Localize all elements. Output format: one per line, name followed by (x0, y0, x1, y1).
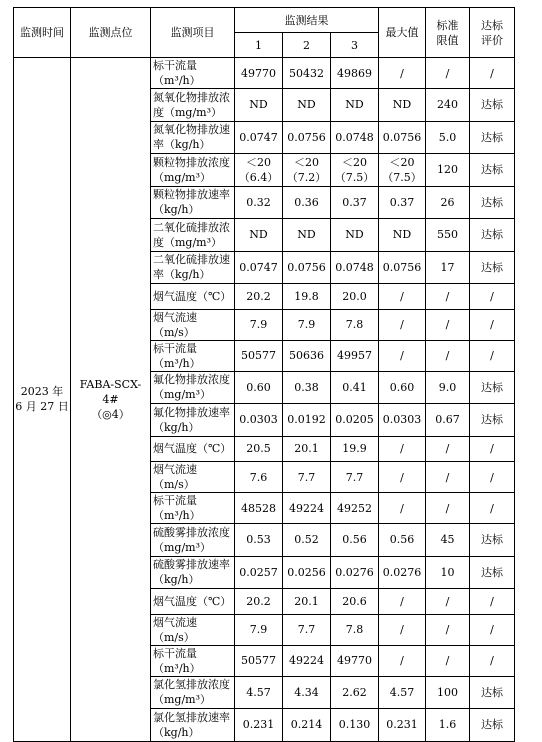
header-result: 监测结果 (235, 8, 379, 33)
eval-cell: 达标 (470, 371, 515, 404)
item-cell: 烟气流速（m/s） (151, 614, 235, 645)
r1-cell: 0.0747 (235, 121, 283, 154)
eval-cell: / (470, 589, 515, 615)
item-cell: 氟化物排放速率（kg/h） (151, 404, 235, 437)
r2-cell: ＜20（7.2） (283, 154, 331, 187)
r1-cell: ND (235, 219, 283, 252)
eval-cell: / (470, 645, 515, 676)
max-cell: / (379, 493, 426, 524)
r1-cell: 50577 (235, 340, 283, 371)
limit-cell: / (426, 58, 470, 89)
item-cell: 硫酸雾排放浓度（mg/m³） (151, 524, 235, 557)
header-point: 监测点位 (71, 8, 151, 58)
r1-cell: 0.32 (235, 186, 283, 219)
r1-cell: 20.2 (235, 589, 283, 615)
item-cell: 烟气温度（℃） (151, 589, 235, 615)
r3-cell: ＜20（7.5） (331, 154, 379, 187)
r2-cell: ND (283, 89, 331, 122)
limit-cell: / (426, 493, 470, 524)
r2-cell: 20.1 (283, 436, 331, 462)
r3-cell: 0.0205 (331, 404, 379, 437)
header-time: 监测时间 (14, 8, 71, 58)
limit-cell: / (426, 645, 470, 676)
eval-cell: / (470, 462, 515, 493)
limit-cell: 240 (426, 89, 470, 122)
r3-cell: 0.37 (331, 186, 379, 219)
max-cell: ＜20（7.5） (379, 154, 426, 187)
r1-cell: 7.9 (235, 614, 283, 645)
item-cell: 氯化氢排放速率（kg/h） (151, 709, 235, 742)
max-cell: 0.56 (379, 524, 426, 557)
max-cell: / (379, 645, 426, 676)
max-cell: 4.57 (379, 676, 426, 709)
r2-cell: 0.36 (283, 186, 331, 219)
item-cell: 二氧化硫排放浓度（mg/m³） (151, 219, 235, 252)
limit-cell: 550 (426, 219, 470, 252)
r2-cell: 49224 (283, 645, 331, 676)
eval-cell: 达标 (470, 186, 515, 219)
r1-cell: 48528 (235, 493, 283, 524)
item-cell: 颗粒物排放浓度（mg/m³） (151, 154, 235, 187)
r2-cell: 20.1 (283, 589, 331, 615)
r3-cell: 0.0276 (331, 556, 379, 589)
item-cell: 硫酸雾排放速率（kg/h） (151, 556, 235, 589)
r3-cell: ND (331, 89, 379, 122)
header-eval-line1: 达标 (481, 18, 503, 32)
r1-cell: ＜20（6.4） (235, 154, 283, 187)
r2-cell: 0.52 (283, 524, 331, 557)
max-cell: / (379, 309, 426, 340)
eval-cell: 达标 (470, 524, 515, 557)
monitoring-results-table (13, 7, 515, 742)
max-cell: / (379, 58, 426, 89)
r2-cell: 49224 (283, 493, 331, 524)
max-cell: / (379, 436, 426, 462)
item-cell: 标干流量（m³/h） (151, 340, 235, 371)
eval-cell: 达标 (470, 154, 515, 187)
r2-cell: 7.7 (283, 614, 331, 645)
r2-cell: 0.0256 (283, 556, 331, 589)
limit-cell: 17 (426, 251, 470, 284)
r2-cell: ND (283, 219, 331, 252)
r3-cell: 0.0748 (331, 251, 379, 284)
limit-cell: / (426, 284, 470, 310)
monitoring-date-line1: 2023 年 (20, 385, 64, 399)
r2-cell: 0.0756 (283, 121, 331, 154)
max-cell: / (379, 284, 426, 310)
max-cell: 0.231 (379, 709, 426, 742)
eval-cell: / (470, 436, 515, 462)
item-cell: 标干流量（m³/h） (151, 58, 235, 89)
eval-cell: 达标 (470, 676, 515, 709)
r2-cell: 7.9 (283, 309, 331, 340)
r2-cell: 0.0756 (283, 251, 331, 284)
eval-cell: 达标 (470, 556, 515, 589)
r3-cell: 20.0 (331, 284, 379, 310)
limit-cell: 45 (426, 524, 470, 557)
r1-cell: 20.2 (235, 284, 283, 310)
eval-cell: / (470, 309, 515, 340)
header-result-1: 1 (235, 33, 283, 58)
max-cell: / (379, 340, 426, 371)
item-cell: 氟化物排放浓度（mg/m³） (151, 371, 235, 404)
r3-cell: 0.130 (331, 709, 379, 742)
eval-cell: / (470, 340, 515, 371)
eval-cell: 达标 (470, 251, 515, 284)
r3-cell: 49957 (331, 340, 379, 371)
table-body (14, 58, 515, 742)
r3-cell: ND (331, 219, 379, 252)
header-item: 监测项目 (151, 8, 235, 58)
r3-cell: 0.0748 (331, 121, 379, 154)
r3-cell: 2.62 (331, 676, 379, 709)
item-cell: 颗粒物排放速率（kg/h） (151, 186, 235, 219)
limit-cell: / (426, 309, 470, 340)
limit-cell: / (426, 589, 470, 615)
r2-cell: 0.214 (283, 709, 331, 742)
limit-cell: / (426, 614, 470, 645)
r1-cell: 4.57 (235, 676, 283, 709)
header-max: 最大值 (379, 8, 426, 58)
limit-cell: 9.0 (426, 371, 470, 404)
r1-cell: 0.0303 (235, 404, 283, 437)
monitoring-point-cell (71, 58, 151, 742)
header-limit-line2: 限值 (436, 33, 459, 47)
max-cell: 0.0756 (379, 121, 426, 154)
max-cell: 0.37 (379, 186, 426, 219)
limit-cell: 26 (426, 186, 470, 219)
eval-cell: / (470, 614, 515, 645)
r2-cell: 50432 (283, 58, 331, 89)
r3-cell: 49770 (331, 645, 379, 676)
r3-cell: 0.56 (331, 524, 379, 557)
table-row (14, 58, 515, 89)
r1-cell: 50577 (235, 645, 283, 676)
eval-cell: 达标 (470, 404, 515, 437)
item-cell: 标干流量（m³/h） (151, 645, 235, 676)
item-cell: 烟气流速（m/s） (151, 462, 235, 493)
limit-cell: 5.0 (426, 121, 470, 154)
max-cell: / (379, 589, 426, 615)
r2-cell: 7.7 (283, 462, 331, 493)
r3-cell: 20.6 (331, 589, 379, 615)
header-limit (426, 8, 470, 58)
max-cell: 0.0756 (379, 251, 426, 284)
max-cell: ND (379, 89, 426, 122)
header-eval-line2: 评价 (481, 33, 503, 47)
eval-cell: / (470, 58, 515, 89)
r1-cell: ND (235, 89, 283, 122)
r3-cell: 7.8 (331, 309, 379, 340)
eval-cell: 达标 (470, 709, 515, 742)
r1-cell: 7.6 (235, 462, 283, 493)
monitoring-date-line2: 6 月 27 日 (15, 400, 69, 414)
max-cell: 0.60 (379, 371, 426, 404)
max-cell: ND (379, 219, 426, 252)
monitoring-point-line2: （◎4） (91, 407, 130, 421)
r1-cell: 0.53 (235, 524, 283, 557)
header-result-3: 3 (331, 33, 379, 58)
item-cell: 氮氧化物排放浓度（mg/m³） (151, 89, 235, 122)
eval-cell: 达标 (470, 121, 515, 154)
r2-cell: 50636 (283, 340, 331, 371)
max-cell: 0.0276 (379, 556, 426, 589)
max-cell: / (379, 614, 426, 645)
item-cell: 氮氧化物排放速率（kg/h） (151, 121, 235, 154)
r2-cell: 4.34 (283, 676, 331, 709)
header-result-2: 2 (283, 33, 331, 58)
max-cell: / (379, 462, 426, 493)
r1-cell: 0.0257 (235, 556, 283, 589)
r3-cell: 7.7 (331, 462, 379, 493)
r1-cell: 7.9 (235, 309, 283, 340)
r3-cell: 49869 (331, 58, 379, 89)
item-cell: 烟气温度（℃） (151, 436, 235, 462)
item-cell: 烟气温度（℃） (151, 284, 235, 310)
eval-cell: 达标 (470, 89, 515, 122)
r2-cell: 0.0192 (283, 404, 331, 437)
r1-cell: 49770 (235, 58, 283, 89)
max-cell: 0.0303 (379, 404, 426, 437)
r2-cell: 0.38 (283, 371, 331, 404)
r1-cell: 0.231 (235, 709, 283, 742)
limit-cell: 120 (426, 154, 470, 187)
r3-cell: 49252 (331, 493, 379, 524)
r3-cell: 0.41 (331, 371, 379, 404)
monitoring-point-line1: FABA-SCX-4# (79, 377, 142, 406)
limit-cell: / (426, 340, 470, 371)
r1-cell: 0.60 (235, 371, 283, 404)
header-limit-line1: 标准 (436, 18, 459, 32)
eval-cell: / (470, 284, 515, 310)
r2-cell: 19.8 (283, 284, 331, 310)
monitoring-results-table-container (13, 7, 515, 742)
r1-cell: 20.5 (235, 436, 283, 462)
item-cell: 氯化氢排放浓度（mg/m³） (151, 676, 235, 709)
r1-cell: 0.0747 (235, 251, 283, 284)
eval-cell: 达标 (470, 219, 515, 252)
limit-cell: / (426, 436, 470, 462)
limit-cell: 1.6 (426, 709, 470, 742)
r3-cell: 7.8 (331, 614, 379, 645)
eval-cell: / (470, 493, 515, 524)
limit-cell: 10 (426, 556, 470, 589)
item-cell: 二氧化硫排放速率（kg/h） (151, 251, 235, 284)
monitoring-date-cell (14, 58, 71, 742)
limit-cell: 100 (426, 676, 470, 709)
r3-cell: 19.9 (331, 436, 379, 462)
header-eval (470, 8, 515, 58)
item-cell: 烟气流速（m/s） (151, 309, 235, 340)
limit-cell: / (426, 462, 470, 493)
item-cell: 标干流量（m³/h） (151, 493, 235, 524)
limit-cell: 0.67 (426, 404, 470, 437)
